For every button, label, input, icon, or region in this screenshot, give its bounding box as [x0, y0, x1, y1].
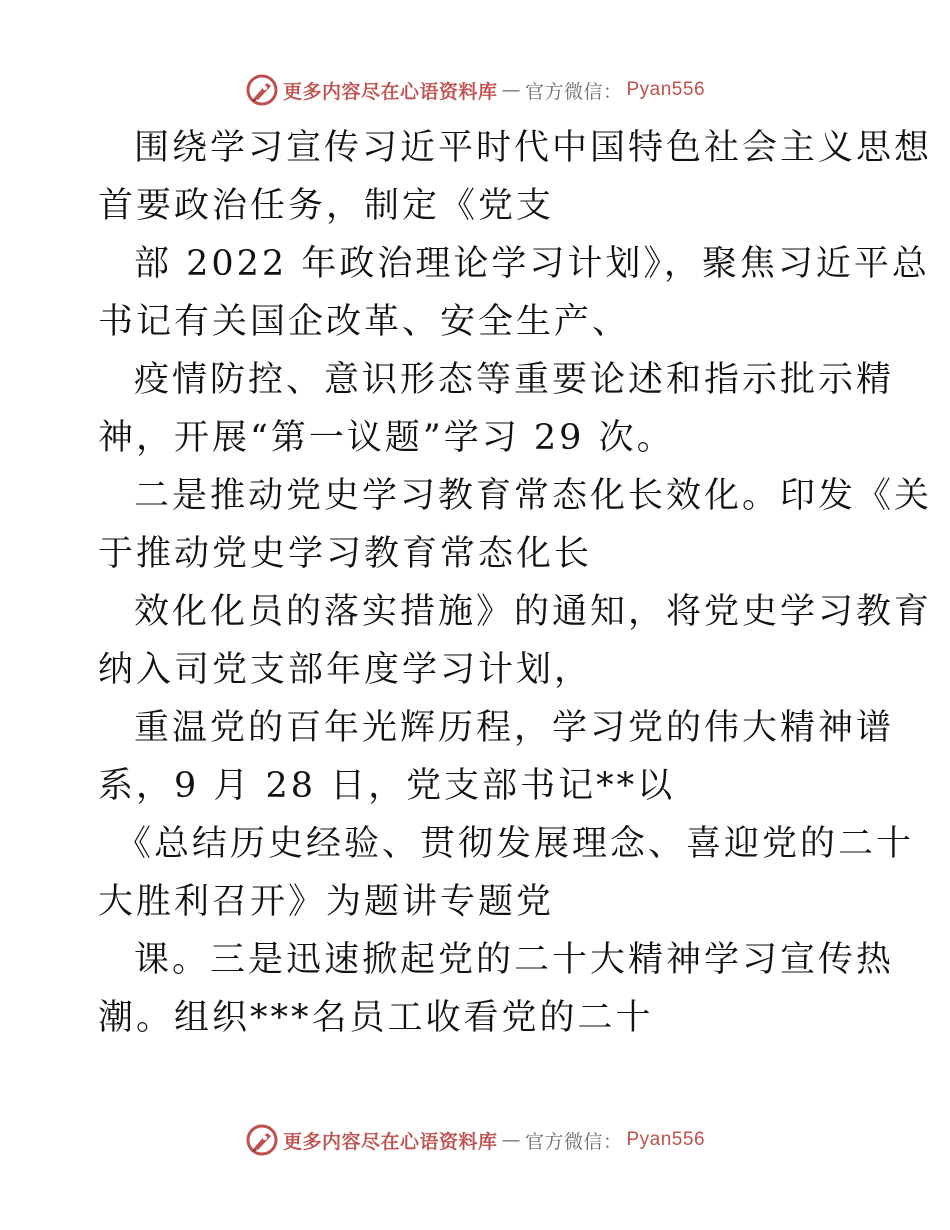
body-line: 神，开展“第一议题”学习 29 次。	[98, 418, 675, 458]
body-line: 重温党的百年光辉历程，学习党的伟大精神谱	[134, 708, 895, 748]
body-line: 大胜利召开》为题讲专题党	[98, 882, 555, 922]
body-line: 围绕学习宣传习近平时代中国特色社会主义思想	[134, 128, 933, 168]
body-line: 书记有关国企改革、安全生产、	[98, 302, 631, 342]
banner-wechat-id: Pyan556	[626, 1129, 706, 1150]
body-line: 首要政治任务，制定《党支	[98, 186, 555, 226]
banner-separator: —	[501, 79, 521, 101]
footer-banner	[0, 1120, 950, 1160]
body-line: 效化化员的落实措施》的通知，将党史学习教育	[134, 592, 933, 632]
header-banner	[0, 70, 950, 110]
body-line: 系，9 月 28 日，党支部书记**以	[98, 766, 676, 806]
banner-main-text: 更多内容尽在心语资料库	[282, 1130, 498, 1153]
banner-wechat-label: 官方微信：	[524, 1130, 623, 1153]
banner-wechat-id: Pyan556	[626, 79, 706, 100]
body-line: 于推动党史学习教育常态化长	[98, 534, 593, 574]
body-line: 疫情防控、意识形态等重要论述和指示批示精	[134, 360, 895, 400]
body-line: 部 2022 年政治理论学习计划》，聚焦习近平总	[134, 244, 930, 284]
pen-logo-icon	[245, 73, 279, 107]
banner-wechat-label: 官方微信：	[524, 80, 623, 103]
body-line: 纳入司党支部年度学习计划，	[98, 650, 593, 690]
body-line: 课。三是迅速掀起党的二十大精神学习宣传热	[134, 940, 895, 980]
pen-logo-icon	[245, 1123, 279, 1157]
body-line: 潮。组织***名员工收看党的二十	[98, 998, 654, 1038]
body-line: 二是推动党史学习教育常态化长效化。印发《关	[134, 476, 933, 516]
banner-main-text: 更多内容尽在心语资料库	[282, 80, 498, 103]
body-line: 《总结历史经验、贯彻发展理念、喜迎党的二十	[116, 824, 915, 864]
banner-separator: —	[501, 1129, 521, 1151]
